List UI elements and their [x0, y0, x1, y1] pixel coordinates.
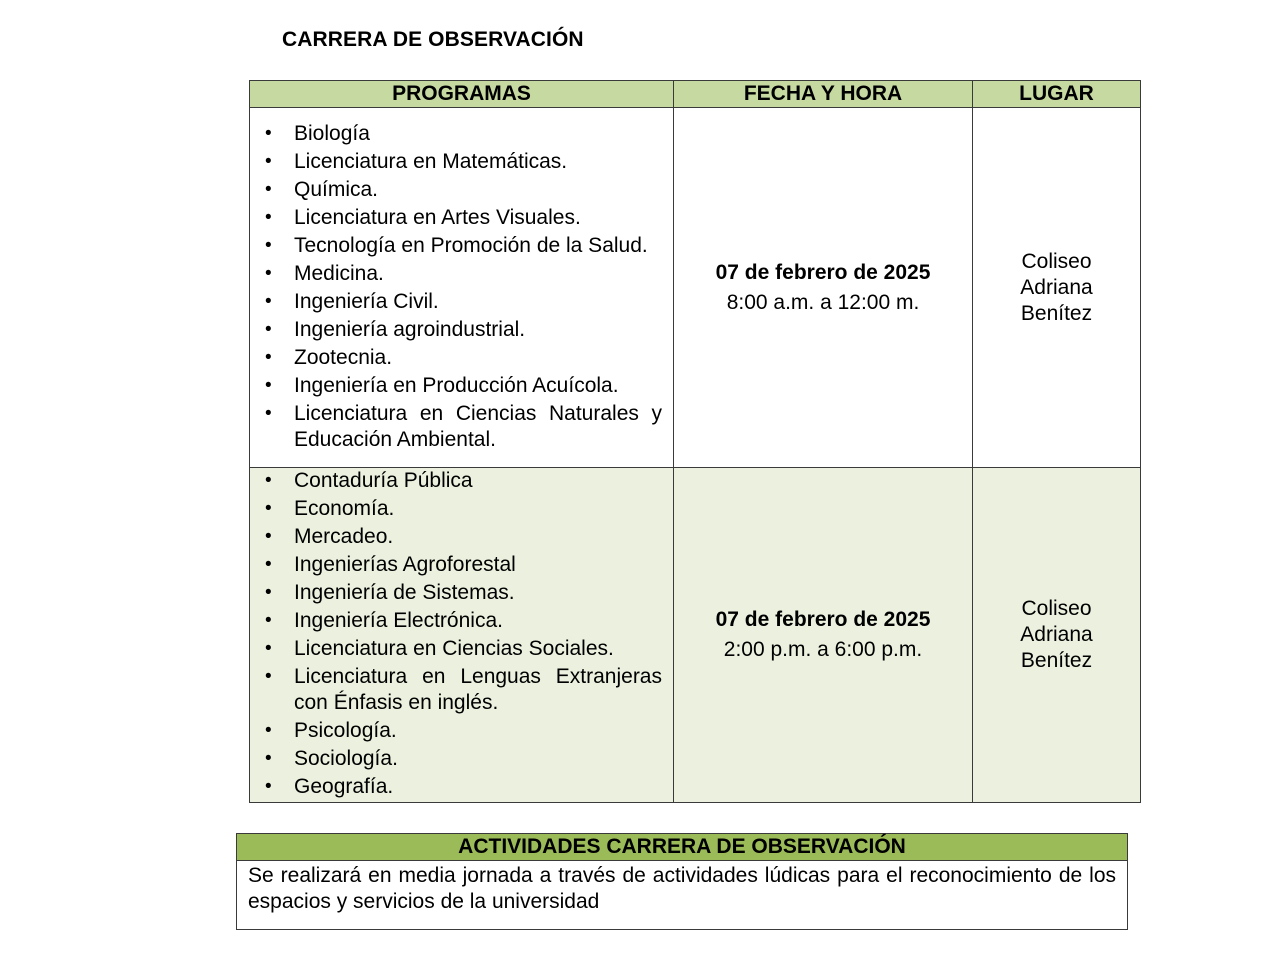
programs-cell	[250, 108, 674, 468]
place-cell	[973, 468, 1141, 803]
table-row	[250, 468, 1141, 803]
event-date: 07 de febrero de 2025	[715, 260, 931, 284]
list-item: • Psicología.	[265, 718, 662, 744]
date-time-cell	[674, 468, 973, 803]
schedule-header-row	[250, 81, 1141, 108]
event-time: 2:00 p.m. a 6:00 p.m.	[723, 638, 923, 661]
activities-description: Se realizará en media jornada a través de actividades lúdicas para el reconocimiento de los espacios y servicios de la universidad	[237, 861, 1128, 930]
list-item: • Licenciatura en Artes Visuales.	[265, 205, 662, 231]
page-title: CARRERA DE OBSERVACIÓN	[282, 28, 584, 51]
activities-table	[236, 833, 1128, 930]
place-line: Adriana	[1020, 623, 1093, 646]
place-line: Benítez	[1020, 301, 1093, 325]
list-item: • Ingenierías Agroforestal	[265, 552, 662, 578]
list-item: • Contaduría Pública	[265, 468, 662, 494]
list-item: • Licenciatura en Lenguas Extranjeras con Énfasis en inglés.	[265, 664, 662, 716]
place-line: Coliseo	[1021, 597, 1092, 620]
list-item: • Biología	[265, 121, 662, 147]
place-line: Benítez	[1020, 649, 1093, 672]
place-cell	[973, 108, 1141, 468]
program-list	[250, 468, 673, 800]
activities-header: ACTIVIDADES CARRERA DE OBSERVACIÓN	[237, 834, 1128, 861]
list-item: • Ingeniería Electrónica.	[265, 608, 662, 634]
list-item: • Licenciatura en Matemáticas.	[265, 149, 662, 175]
list-item: • Licenciatura en Ciencias Sociales.	[265, 636, 662, 662]
header-fecha-hora: FECHA Y HORA	[674, 81, 973, 108]
event-time: 8:00 a.m. a 12:00 m.	[726, 290, 920, 314]
list-item: • Ingeniería de Sistemas.	[265, 580, 662, 606]
list-item: • Ingeniería Civil.	[265, 289, 662, 315]
event-date: 07 de febrero de 2025	[715, 608, 931, 631]
table-row	[250, 108, 1141, 468]
schedule-table	[249, 80, 1141, 803]
header-lugar: LUGAR	[973, 81, 1141, 108]
place-line: Adriana	[1020, 275, 1093, 299]
program-list	[250, 121, 673, 453]
list-item: • Ingeniería agroindustrial.	[265, 317, 662, 343]
list-item: • Zootecnia.	[265, 345, 662, 371]
list-item: • Mercadeo.	[265, 524, 662, 550]
list-item: • Sociología.	[265, 746, 662, 772]
list-item: • Medicina.	[265, 261, 662, 287]
date-time-cell	[674, 108, 973, 468]
header-programas: PROGRAMAS	[250, 81, 674, 108]
list-item: • Ingeniería en Producción Acuícola.	[265, 373, 662, 399]
place-line: Coliseo	[1021, 249, 1092, 273]
list-item: • Química.	[265, 177, 662, 203]
list-item: • Tecnología en Promoción de la Salud.	[265, 233, 662, 259]
programs-cell	[250, 468, 674, 803]
list-item: • Licenciatura en Ciencias Naturales y Educación Ambiental.	[265, 401, 662, 453]
list-item: • Geografía.	[265, 774, 662, 800]
list-item: • Economía.	[265, 496, 662, 522]
